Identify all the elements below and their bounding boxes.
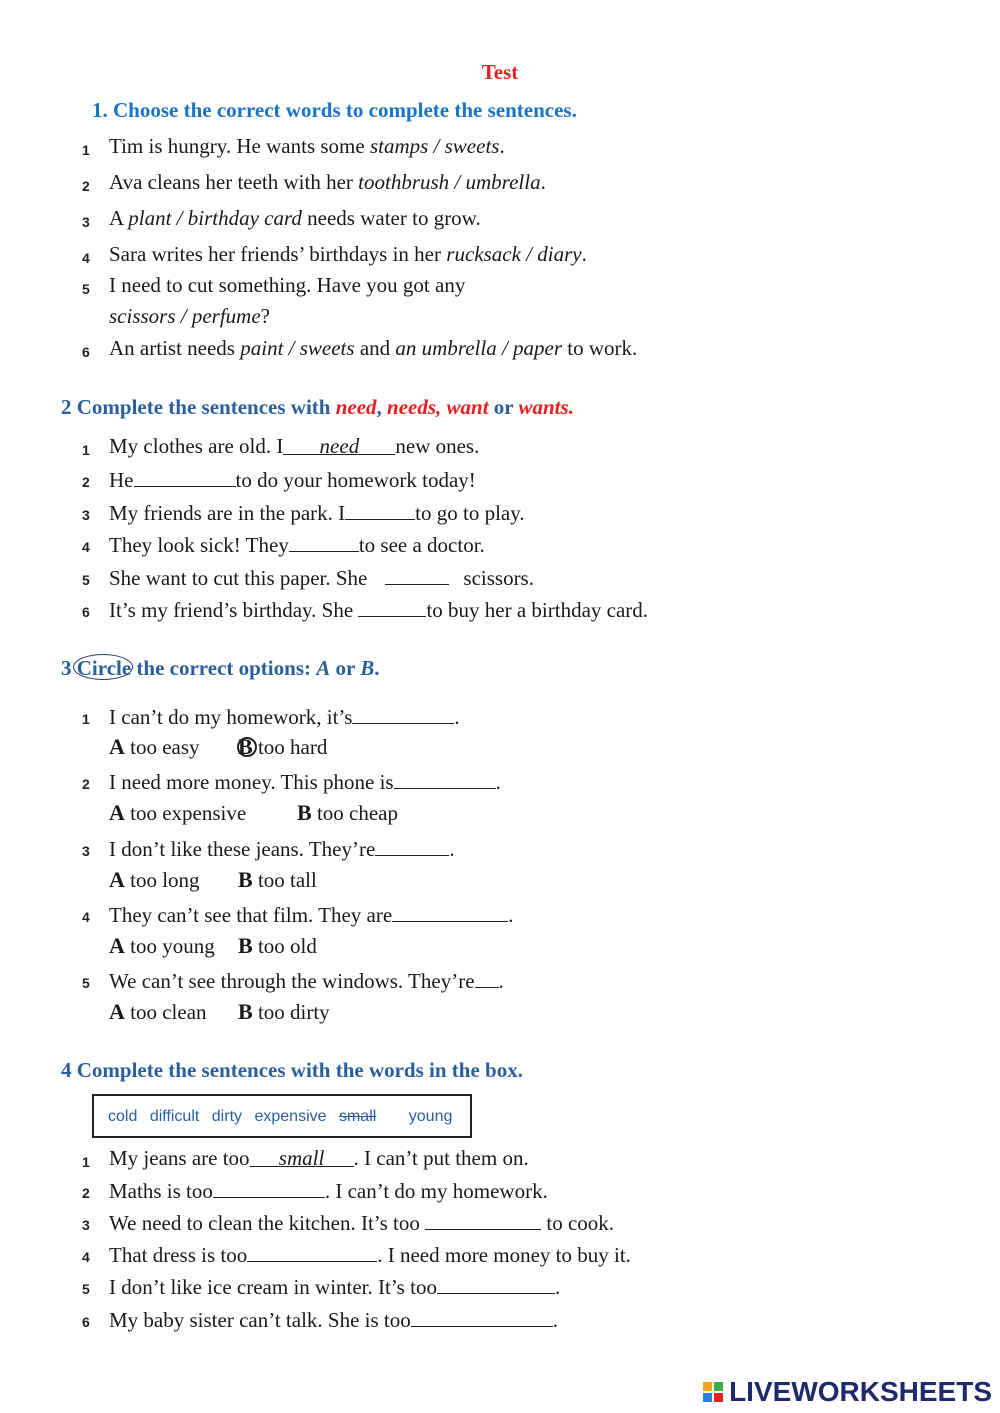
- word-difficult: difficult: [149, 1108, 200, 1125]
- s3-question-1: I can’t do my homework, it’s .: [109, 705, 460, 729]
- s4-num-5: 5: [82, 1281, 90, 1297]
- word-expensive: expensive: [254, 1108, 327, 1125]
- s1-options-6a[interactable]: paint / sweets: [240, 336, 355, 360]
- word-young: young: [408, 1108, 453, 1125]
- s1-sentence-5: I need to cut something. Have you got any: [109, 273, 466, 297]
- s3-num-5: 5: [82, 975, 90, 991]
- s1-sentence-5-cont: scissors / perfume?: [109, 304, 270, 328]
- s1-num-4: 4: [82, 250, 90, 266]
- page-title: Test: [481, 60, 519, 84]
- section-1-heading: 1. Choose the correct words to complete the sentences.: [92, 98, 577, 122]
- s4-sentence-5: I don’t like ice cream in winter. It’s too .: [109, 1275, 561, 1299]
- s1-num-1: 1: [82, 142, 90, 158]
- circle-shape: [73, 654, 133, 680]
- s1-options-6b[interactable]: an umbrella / paper: [395, 336, 563, 360]
- s1-options-2[interactable]: toothbrush / umbrella: [358, 170, 541, 194]
- s3-blank-2[interactable]: [394, 768, 496, 789]
- s1-options-3[interactable]: plant / birthday card: [128, 206, 302, 230]
- s2-num-3: 3: [82, 507, 90, 523]
- s3-blank-3[interactable]: [375, 835, 449, 856]
- s2-num-6: 6: [82, 604, 90, 620]
- s2-blank-5[interactable]: [385, 564, 449, 585]
- logo-square-4: [714, 1393, 723, 1402]
- s4-blank-5[interactable]: [437, 1273, 555, 1294]
- s1-sentence-3: A plant / birthday card needs water to grow.: [109, 206, 481, 230]
- s3-blank-5[interactable]: [475, 967, 499, 988]
- s3-question-4: They can’t see that film. They are .: [109, 903, 514, 927]
- s1-num-5: 5: [82, 281, 90, 297]
- s4-sentence-1: My jeans are too small . I can’t put them on.: [109, 1146, 529, 1170]
- s3-option-5b[interactable]: B too dirty: [238, 999, 330, 1024]
- s2-answer-1[interactable]: need: [283, 434, 395, 455]
- s4-sentence-4: That dress is too . I need more money to buy it.: [109, 1243, 631, 1267]
- s3-option-4b[interactable]: B too old: [238, 933, 317, 958]
- s1-options-1[interactable]: stamps / sweets: [369, 134, 500, 158]
- s1-num-6: 6: [82, 344, 90, 360]
- s2-sentence-3: My friends are in the park. I to go to play.: [109, 501, 525, 525]
- s2-blank-3[interactable]: [345, 499, 415, 520]
- word-small: small: [338, 1108, 377, 1125]
- s2-blank-2[interactable]: [134, 466, 236, 487]
- s2-sentence-5: She want to cut this paper. She scissors.: [109, 566, 534, 590]
- s3-blank-1[interactable]: [352, 703, 454, 724]
- s3-question-5: We can’t see through the windows. They’re .: [109, 969, 504, 993]
- logo-text: LIVEWORKSHEETS: [729, 1376, 992, 1407]
- s2-num-4: 4: [82, 539, 90, 555]
- s3-option-3a[interactable]: A too long: [109, 867, 200, 892]
- word-dirty: dirty: [211, 1108, 243, 1125]
- s3-question-3: I don’t like these jeans. They’re .: [109, 837, 455, 861]
- word-box: [92, 1094, 472, 1138]
- logo-square-2: [714, 1382, 723, 1391]
- s3-option-2a[interactable]: A too expensive: [109, 800, 247, 825]
- s3-option-3b[interactable]: B too tall: [238, 867, 317, 892]
- s4-num-4: 4: [82, 1249, 90, 1265]
- s2-num-2: 2: [82, 474, 90, 490]
- s2-num-5: 5: [82, 572, 90, 588]
- s4-sentence-3: We need to clean the kitchen. It’s too to cook.: [109, 1211, 615, 1235]
- section-4-heading: 4 Complete the sentences with the words in the box.: [61, 1058, 523, 1082]
- s2-sentence-2: He to do your homework today!: [109, 468, 476, 492]
- s4-num-6: 6: [82, 1314, 90, 1330]
- selected-circle: [237, 737, 257, 757]
- s1-num-2: 2: [82, 178, 90, 194]
- s3-blank-4[interactable]: [392, 901, 508, 922]
- s1-sentence-6: An artist needs paint / sweets and an umbrella / paper to work.: [109, 336, 638, 360]
- s2-sentence-1: My clothes are old. I need new ones.: [109, 434, 480, 458]
- s1-options-5[interactable]: scissors / perfume: [109, 304, 261, 328]
- s2-sentence-4: They look sick! They to see a doctor.: [109, 533, 485, 557]
- s3-num-1: 1: [82, 711, 90, 727]
- section-2-heading: 2 Complete the sentences with need, needs, want or wants.: [61, 395, 574, 419]
- s1-sentence-4: Sara writes her friends’ birthdays in her rucksack / diary.: [109, 242, 587, 266]
- s4-answer-1[interactable]: small: [250, 1146, 354, 1167]
- s3-option-4a[interactable]: A too young: [109, 933, 215, 958]
- s4-num-3: 3: [82, 1217, 90, 1233]
- s1-sentence-2: Ava cleans her teeth with her toothbrush / umbrella.: [109, 170, 546, 194]
- logo-grid-icon: [703, 1382, 723, 1402]
- s2-blank-4[interactable]: [289, 531, 359, 552]
- logo-square-3: [703, 1393, 712, 1402]
- s4-blank-6[interactable]: [411, 1306, 553, 1327]
- s3-option-2b[interactable]: B too cheap: [297, 800, 398, 825]
- s4-sentence-2: Maths is too . I can’t do my homework.: [109, 1179, 548, 1203]
- s1-num-3: 3: [82, 214, 90, 230]
- s3-option-1a[interactable]: A too easy: [109, 734, 200, 759]
- s3-question-2: I need more money. This phone is .: [109, 770, 501, 794]
- s3-num-3: 3: [82, 843, 90, 859]
- s4-num-1: 1: [82, 1154, 90, 1170]
- logo-square-1: [703, 1382, 712, 1391]
- section-3-heading: 3 Circle the correct options: A or B.: [61, 656, 380, 680]
- s2-blank-6[interactable]: [358, 596, 426, 617]
- s1-sentence-1: Tim is hungry. He wants some stamps / sweets.: [109, 134, 505, 158]
- s4-blank-2[interactable]: [213, 1177, 325, 1198]
- s4-num-2: 2: [82, 1185, 90, 1201]
- s2-sentence-6: It’s my friend’s birthday. She to buy her a birthday card.: [109, 598, 649, 622]
- s3-option-1b[interactable]: B too hard: [238, 734, 328, 759]
- circle-word: Circle: [77, 656, 131, 680]
- word-cold: cold: [108, 1108, 138, 1125]
- s3-num-4: 4: [82, 909, 90, 925]
- s4-blank-3[interactable]: [425, 1209, 541, 1230]
- s2-num-1: 1: [82, 442, 90, 458]
- liveworksheets-logo: [703, 1376, 992, 1408]
- s4-blank-4[interactable]: [247, 1241, 377, 1262]
- s3-option-5a[interactable]: A too clean: [109, 999, 207, 1024]
- s1-options-4[interactable]: rucksack / diary: [446, 242, 582, 266]
- s3-num-2: 2: [82, 776, 90, 792]
- s4-sentence-6: My baby sister can’t talk. She is too .: [109, 1308, 558, 1332]
